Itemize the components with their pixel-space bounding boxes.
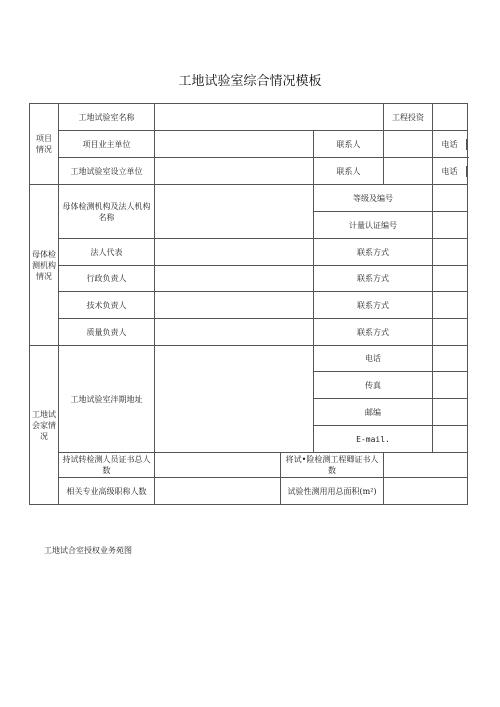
- fax-label: 传真: [314, 372, 433, 399]
- tech-contact-label: 联系方式: [314, 292, 433, 319]
- setup-unit-value[interactable]: [155, 158, 314, 185]
- grade-label: 等级及编号: [314, 185, 433, 212]
- setup-phone-cell[interactable]: [433, 158, 468, 185]
- owner-value[interactable]: [155, 131, 314, 158]
- address-label: 工地试验室泮期地址: [59, 346, 155, 453]
- org-name-value[interactable]: [155, 185, 314, 239]
- lab-info-form: [29, 103, 468, 505]
- lab-name-label: 工地试验室名称: [59, 104, 155, 131]
- quality-value[interactable]: [155, 319, 314, 346]
- cert-holders-label: 持试转检测人员证书总人数: [59, 453, 155, 478]
- tech-label: 技术负责人: [59, 292, 155, 319]
- quality-label: 质量负责人: [59, 319, 155, 346]
- lab-name-value[interactable]: [155, 104, 384, 131]
- investment-label: 工程投资: [384, 104, 433, 131]
- senior-title-label: 相关专业高级职称人数: [59, 478, 155, 505]
- cert-label: 计量认证编号: [314, 212, 433, 239]
- setup-phone-label: 电话: [433, 166, 467, 177]
- admin-contact-label: 联系方式: [314, 266, 433, 292]
- parent-section-label: 母体检 测机构 情况: [30, 185, 59, 346]
- lab-section-label: 工地试 会家情 况: [30, 346, 59, 505]
- cert-value[interactable]: [433, 212, 468, 239]
- owner-phone-label: 电话: [433, 139, 467, 150]
- owner-contact-value[interactable]: [384, 131, 433, 158]
- fax-value[interactable]: [433, 372, 468, 399]
- lab-phone-value[interactable]: [433, 346, 468, 372]
- senior-title-value[interactable]: [155, 478, 281, 505]
- tech-contact-value[interactable]: [433, 292, 468, 319]
- owner-label: 项目业主单位: [59, 131, 155, 158]
- postcode-label: 邮编: [314, 399, 433, 426]
- quality-contact-label: 联系方式: [314, 319, 433, 346]
- legal-rep-value[interactable]: [155, 239, 314, 266]
- investment-value[interactable]: [433, 104, 468, 131]
- postcode-value[interactable]: [433, 399, 468, 426]
- admin-contact-value[interactable]: [433, 266, 468, 292]
- area-value[interactable]: [384, 478, 468, 505]
- email-value[interactable]: [433, 426, 468, 453]
- document-title: 工地试验室综合情况模板: [178, 74, 322, 89]
- org-name-label: 母体检测机构及法人机构名称: [59, 185, 155, 239]
- owner-phone-cell[interactable]: [433, 131, 468, 158]
- setup-contact-value[interactable]: [384, 158, 433, 185]
- legal-rep-label: 法人代表: [59, 239, 155, 266]
- setup-unit-label: 工地试验室设立单位: [59, 158, 155, 185]
- lab-phone-label: 电话: [314, 346, 433, 372]
- authorized-scope-caption: 工地试合室授权业务苑图: [44, 546, 132, 555]
- email-label: E-mail.: [314, 426, 433, 453]
- legal-rep-contact-value[interactable]: [433, 239, 468, 266]
- cert-holders-value[interactable]: [155, 453, 281, 478]
- admin-value[interactable]: [155, 266, 314, 292]
- legal-rep-contact-label: 联系方式: [314, 239, 433, 266]
- grade-value[interactable]: [433, 185, 468, 212]
- area-label: 试验性测用用总面积(m²): [281, 478, 384, 505]
- project-section-label: 项目 情况: [30, 104, 59, 185]
- admin-label: 行政负责人: [59, 266, 155, 292]
- quality-contact-value[interactable]: [433, 319, 468, 346]
- engineer-cert-value[interactable]: [384, 453, 468, 478]
- address-value[interactable]: [155, 346, 314, 453]
- engineer-cert-label: 将试•险检测工程卿证书人数: [281, 453, 384, 478]
- setup-contact-label: 联系人: [314, 158, 384, 185]
- owner-contact-label: 联系人: [314, 131, 384, 158]
- tech-value[interactable]: [155, 292, 314, 319]
